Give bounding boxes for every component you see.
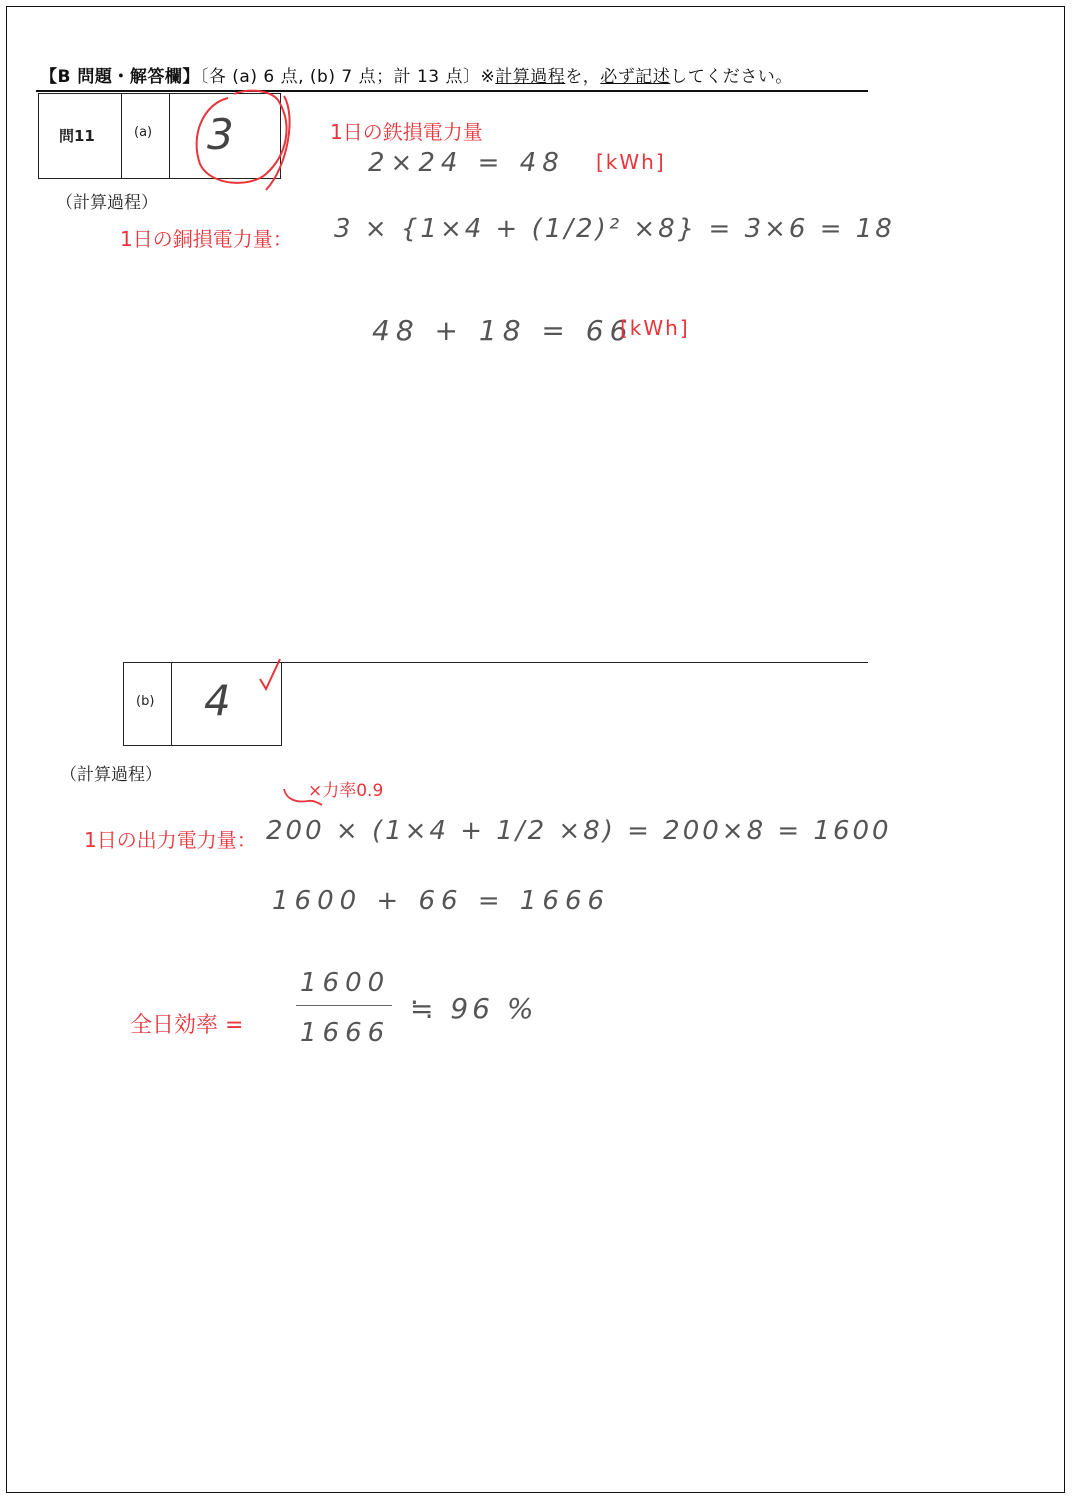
work-b-section-label: （計算過程）: [60, 765, 162, 785]
efficiency-label: 全日効率 =: [130, 1013, 244, 1038]
power-factor-annotation: ×力率0.9: [308, 781, 384, 801]
copper-loss-expr: 3 × {1×4 + (1/2)² ×8} = 3×6 = 18: [334, 214, 895, 244]
header-title: 【B 問題・解答欄】: [40, 67, 200, 87]
header-notice-prefix: ※: [480, 67, 496, 87]
efficiency-result: ≒ 96 %: [410, 992, 538, 1025]
output-energy-expr: 200 × (1×4 + 1/2 ×8) = 200×8 = 1600: [266, 816, 892, 846]
header-notice-underlined-2: 必ず記述: [600, 67, 671, 87]
check-mark-icon: [258, 657, 284, 693]
iron-loss-unit: [kWh]: [596, 150, 666, 174]
iron-loss-label: 1日の鉄損電力量: [330, 120, 483, 144]
total-loss-expr: 48 + 18 = 66: [372, 314, 634, 347]
part-a-answer: 3: [207, 110, 234, 159]
header-notice-suffix: してください。: [670, 67, 793, 87]
copper-loss-label: 1日の銅損電力量：: [120, 227, 293, 251]
input-energy-expr: 1600 + 66 = 1666: [272, 886, 611, 916]
work-a-section-label: （計算過程）: [56, 193, 158, 213]
output-energy-label: 1日の出力電力量：: [84, 828, 257, 852]
part-b-label: (b): [136, 694, 155, 709]
efficiency-denominator: 1666: [300, 1018, 391, 1048]
part-a-label: (a): [134, 125, 153, 140]
header-line: [40, 62, 793, 87]
efficiency-numerator: 1600: [300, 968, 391, 998]
header-notice-underlined: 計算過程: [495, 67, 566, 87]
grading-circle-mark: [188, 86, 308, 196]
header-notice-mid: を，: [565, 67, 601, 87]
iron-loss-expr: 2×24 = 48: [368, 148, 565, 178]
part-b-answer: 4: [204, 676, 231, 725]
header-rule: [36, 90, 868, 92]
total-loss-unit: [kWh]: [620, 316, 690, 340]
question-number: 問11: [59, 127, 95, 145]
fraction-bar: [296, 1005, 392, 1006]
header-points: 〔各 (a) 6 点, (b) 7 点；計 13 点〕: [199, 67, 481, 87]
